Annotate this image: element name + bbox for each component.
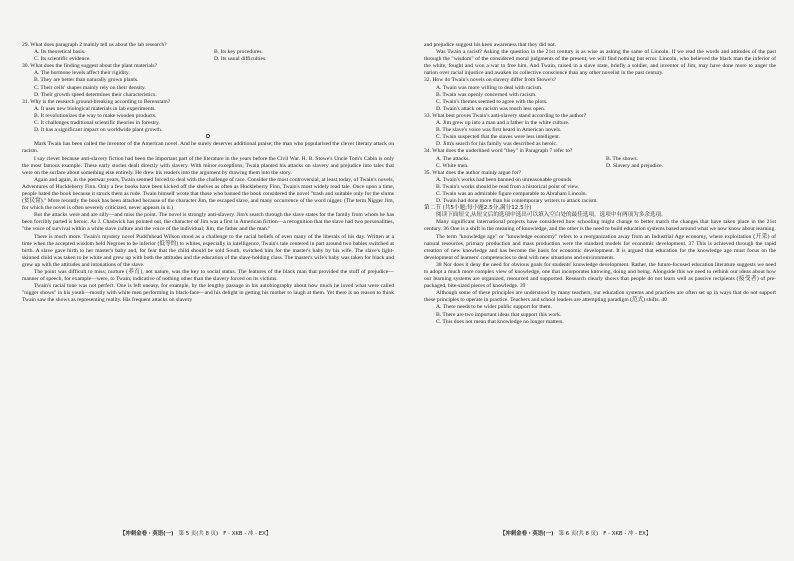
options [424, 177, 776, 205]
cloze-option-a: A. There needs to be wider public support for them. [436, 304, 552, 311]
option-a: A. Twain's works had been banned on unreasonable grounds. [436, 176, 573, 183]
option-d: D. Slavery and prejudice. [606, 162, 664, 169]
option-b: B. It revolutionizes the way to make wooden products. [34, 112, 157, 119]
footer-page: 第 6 页(共 8 页) [558, 531, 599, 537]
cloze-option-c: C. This does not mean that knowledge no longer matters. [436, 318, 564, 325]
option-a: A. Jim grew up into a man and a father in the white culture. [436, 120, 570, 127]
footer-brand: 【冲刺金卷・英语(一) [120, 531, 174, 537]
option-b: B. The slave's voice was first heard in American novels. [436, 127, 562, 134]
option-c: C. It challenges traditional scientific theories in forestry. [34, 120, 160, 127]
footer-code: F - XKB - 冲 - EX】 [223, 531, 272, 537]
question-stem: 32. How do Twain's novels on slavery differ from Stowe's? [424, 77, 557, 84]
section-2-heading: 第二节 (共5小题;每小题2.5分,满分12.5分) [424, 205, 532, 212]
option-a: A. The attacks. [436, 155, 470, 162]
option-b: B. Twain's works should be read from a historical point of view. [436, 183, 580, 190]
options [22, 106, 394, 134]
right-column [424, 42, 776, 516]
option-d: D. Its usual difficulties. [214, 56, 267, 63]
option-d: D. It has a significant impact on worldwide plant growth. [34, 127, 163, 134]
question-33 [424, 113, 776, 148]
option-d: D. Jim's search for his family was described as heroic. [436, 141, 558, 148]
footer-page: 第 5 页(共 8 页) [178, 531, 219, 537]
cloze-paragraph-1: Many significant international projects have considered how schooling might change to better match the changes that have taken place in the 21st century. 36 One is a shift in the meaning of knowledge, and the other is the need to build education systems based around what we now know about learning. [424, 219, 776, 233]
cloze-paragraph-4: Although some of these principles are understood by many teachers, our education systems and practices are often set up in ways that do not support these principles to operate in practice. Teachers and school leaders are attempting paradigm (范式) shifts. 40 [424, 290, 776, 304]
question-31 [22, 99, 394, 134]
options [22, 49, 394, 63]
question-34 [424, 148, 776, 169]
option-a: A. Its theoretical basis. [34, 49, 86, 56]
left-column [22, 42, 394, 516]
question-35 [424, 170, 776, 205]
passage-paragraph-7: Twain's racial tone was not perfect. One is left uneasy, for example, by the lengthy passage in his autobiography about how much he loved what were called "nigger shows" in his youth—mostly with white men performing in black-face—and his delight in getting his mother to laugh at them. Yet there is no reason to think Twain saw the shows as representing reality. His frequent attacks on slavery [22, 283, 394, 304]
passage-paragraph-3: Again and again, in the postwar years, Twain seemed forced to deal with the challenge of race. Consider the most controversial, at least today, of Twain's novels, Adventures of Huckleberry Finn. Only a few books have been kicked off the shelves as often as Huckleberry Finn, Twain's most widely read tale. Once upon a time, people hated the book because it struck them as rude. Twain himself wrote that those who banned the book considered the novel "trash and suitable only for the slums (贫民窟)." More recently the book has been attacked because of the character Jim, the escaped slave, and many occurrence of the word nigger. (The term Nigger Jim, for which the novel is often severely criticized, never appears in it.) [22, 176, 394, 212]
footer-code: F - XKB - 冲 - EX】 [603, 531, 652, 537]
cloze-option-b: B. There are two important ideas that support this work. [436, 311, 562, 318]
option-b: B. Its key procedures. [214, 49, 263, 56]
footer-brand: 【冲刺金卷・英语(一) [500, 531, 554, 537]
question-29 [22, 42, 394, 63]
question-32 [424, 77, 776, 112]
passage-paragraph-5: There is much more. Twain's mystery novel Pudd'nhead Wilson stood as a challenge to the racial beliefs of even many of the liberals of his day. Written at a time when the accepted wisdom held Negroes to be inferior (低等的) to whites, especially in intelligence, Twain's tale centered in part around two babies switched at birth. A slave gave birth to her master's baby and, for fear that the child should be sold South, switched him for the master's baby by his wife. The slave's light-skinned child was taken to be white and grew up with both the attitudes and the education of the slave-holding class. The master's wife's baby was taken for black and grew up with the attitudes and intonations of the slave. [22, 233, 394, 268]
question-stem: 31. Why is the research ground-breaking according to Berenstam? [22, 98, 171, 105]
passage-paragraph-1: Mark Twain has been called the inventor of the American novel. And he surely deserves additional praise; the man who popularised the clever literary attack on racism. [22, 141, 394, 155]
options [424, 156, 776, 170]
question-stem: 34. What does the underlined word "they" in Paragraph 7 refer to? [424, 148, 573, 155]
option-d: D. Their growth speed determines their characteristics. [34, 91, 157, 98]
question-stem: 35. What does the author mainly argue for? [424, 169, 522, 176]
option-c: C. Twain was an admirable figure comparable to Abraham Lincoln. [436, 190, 587, 197]
passage-continuation: and prejudice suggest his keen awareness that they did not. [424, 42, 557, 48]
cloze-paragraph-3: 38 Nor does it deny the need for obvious goals for students' knowledge development. Rather, the future-focused education literature suggests we need to adopt a much more complex view of knowledge, one that incorporates knowing, doing and being. Alongside this we need to rethink our ideas about how our learning systems are organized, resourced and supported. Research clearly shows that people do not learn well as passive recipients (接受者) of pre-packaged, bite-sized pieces of knowledge. 39 [424, 261, 776, 290]
passage-paragraph-6: The point was difficult to miss; nurture (养育), not nature, was the key to social status. The features of the black man that provided the stuff of prejudice—manner of speech, for example—were, to Twain, indicative of nothing other than the slavery forced on its victims. [22, 269, 394, 283]
option-b: B. The shows. [606, 155, 638, 162]
option-a: A. The hormone levels affect their rigidity. [34, 70, 130, 77]
option-c: C. Twain suspected that the slaves were less intelligent. [436, 134, 561, 141]
section-2-instruction: 阅读下面短文,从短文后的选项中选出可以填入空白处的最佳选项。选项中有两项为多余选项。 [436, 212, 667, 219]
question-stem: 29. What does paragraph 2 mainly tell us about the lab research? [22, 42, 167, 48]
option-c: C. White men. [436, 162, 469, 169]
options [424, 85, 776, 113]
question-stem: 33. What best proves Twain's anti-slavery stand according to the author? [424, 112, 587, 119]
option-a: A. It uses new biological materials in lab experiments. [34, 105, 156, 112]
cloze-paragraph-2: The term "knowledge age" or "knowledge economy" refers to a reorganization away from an Industrial Age economy, where exploitation (开采) of natural resources, primary production and mass production were the standard models for economic development. 37 This is achieved through the rapid creation of new knowledge and has become the basis for economic development. It is argued that education for the knowledge age must focus on the development of learners' competencies to deal with new situations and environments. [424, 233, 776, 261]
option-b: B. They are better than naturally grown plants. [34, 77, 139, 84]
option-b: B. Twain was openly concerned with racism. [436, 91, 537, 98]
right-page-footer [500, 529, 651, 537]
options [22, 70, 394, 98]
option-c: C. Its scientific evidence. [34, 56, 91, 63]
option-d: D. Twain had done more than his contemporary writers to attack racism. [436, 198, 598, 205]
cloze-options [424, 304, 776, 325]
section-letter: D [205, 134, 211, 141]
passage-paragraph-4: But the attacks were and are silly—and miss the point. The novel is strongly anti-slavery. Jim's search through the slave states for the family from whom he has been forcibly parted is heroic. As J. Chadwick has pointed out, the character of Jim was a first in American fiction—a recognition that the slave had two personalities, "the voice of survival within a white slave culture and the voice of the individual; Jim, the father and the man." [22, 212, 394, 233]
option-c: C. Twain's themes seemed to agree with the plots. [436, 98, 548, 105]
question-30 [22, 63, 394, 98]
passage-paragraph-8: Was Twain a racist? Asking the question in the 21st century is as wise as asking the same of Lincoln. If we read the words and attitudes of the past through the "wisdom" of the considered moral judgments of the present, we will find nothing but error. Lincoln, who believed the black man the inferior of the white, fought and won a war to free him. And Twain, raised in a slave state, briefly a soldier, and inventor of Jim, may have done more to anger the nation over racial injustice and awaken its collective conscience than any other novelist in the past century. [424, 49, 776, 77]
passage-paragraph-2: I say clever because anti-slavery fiction had been the important part of the literature in the years before the Civil War. H. B. Stowe's Uncle Tom's Cabin is only the most famous example. These early stories dealt directly with slavery. With minor exceptions, Twain planted his attacks on slavery and prejudice into tales that were on the surface about something else entirely. He drew his readers into the argument by drawing them into the story. [22, 155, 394, 176]
option-c: C. Their cells' shapes mainly rely on their density. [34, 84, 146, 91]
question-stem: 30. What does the finding suggest about the plant materials? [22, 63, 158, 70]
option-a: A. Twain was more willing to deal with racism. [436, 84, 543, 91]
left-page-footer [120, 529, 271, 537]
option-d: D. Twain's attack on racism was much less open. [436, 105, 546, 112]
options [424, 120, 776, 148]
